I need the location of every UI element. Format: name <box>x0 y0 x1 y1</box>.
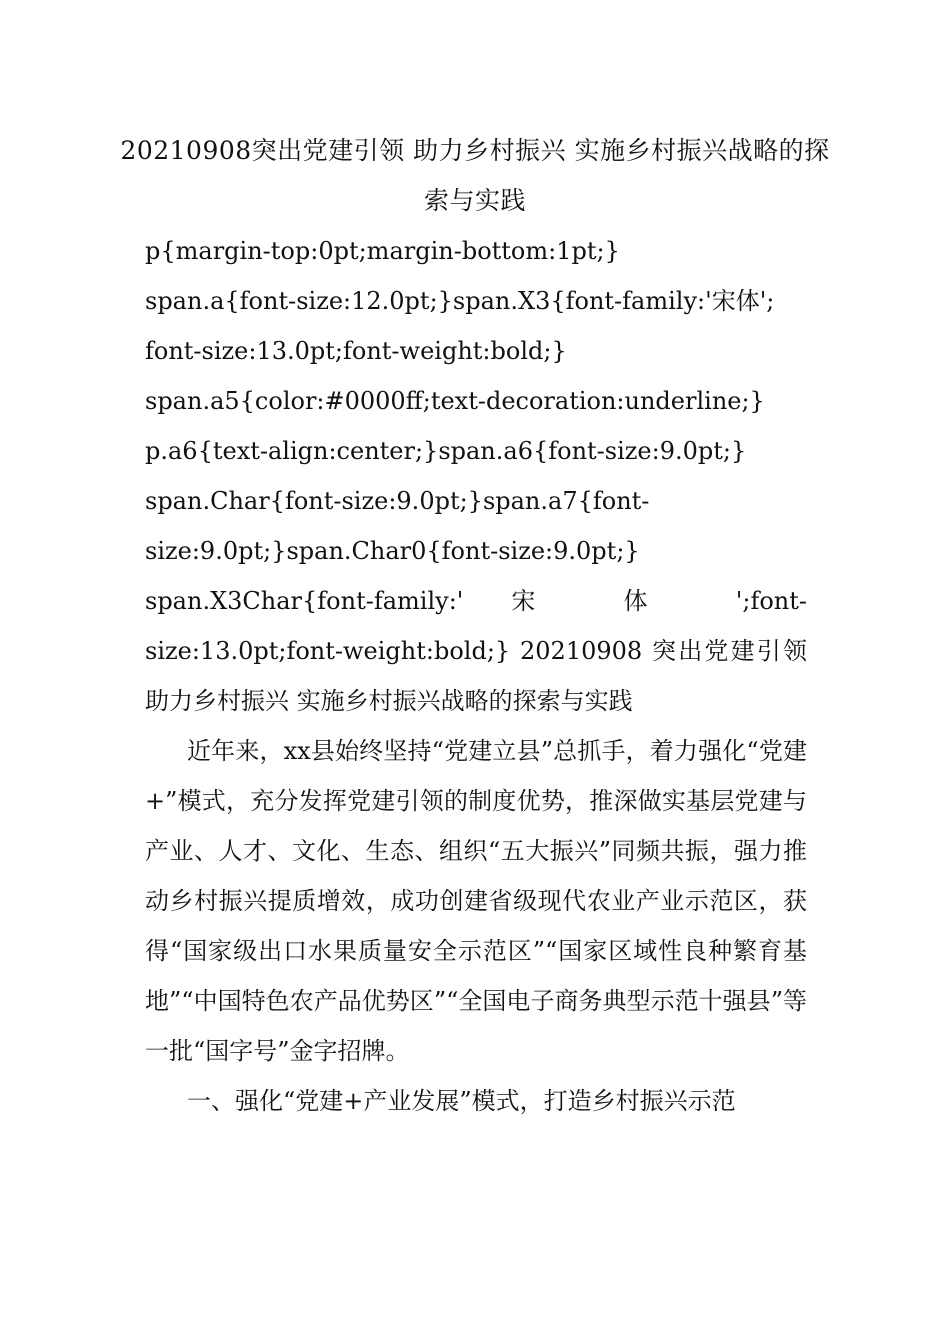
css-tail-and-repeated-title: size:13.0pt;font-weight:bold;} 20210908 突出党建引领 助力乡村振兴 实施乡村振兴战略的探索与实践 <box>145 637 807 715</box>
css-text-line: span.Char{font-size:9.0pt;}span.a7{font- <box>145 487 650 515</box>
css-text-line: p{margin-top:0pt;margin-bottom:1pt;} <box>145 237 620 265</box>
css-text-line: font-size:13.0pt;font-weight:bold;} <box>145 337 567 365</box>
section-heading: 一、强化“党建+产业发展”模式，打造乡村振兴示范 <box>187 1087 736 1115</box>
document-body <box>145 226 807 1126</box>
document-title: 20210908突出党建引领 助力乡村振兴 实施乡村振兴战略的探索与实践 <box>120 136 830 215</box>
intro-paragraph: 近年来，xx县始终坚持“党建立县”总抓手，着力强化“党建+”模式，充分发挥党建引领的制度优势，推深做实基层党建与产业、人才、文化、生态、组织“五大振兴”同频共振，强力推动乡村振兴提质增效，成功创建省级现代农业产业示范区，获得“国家级出口水果质量安全示范区”“国家区域性良种繁育基地”“中国特色农产品优势区”“全国电子商务典型示范十强县”等一批“国字号”金字招牌。 <box>145 737 807 1065</box>
css-text-line: p.a6{text-align:center;}span.a6{font-size:9.0pt;} <box>145 437 747 465</box>
css-text-line: span.a{font-size:12.0pt;}span.X3{font-family:'宋体'; <box>145 287 775 315</box>
css-text-line: span.X3Char{font-family:' 宋 体 ';font- <box>145 587 807 615</box>
css-text-line: span.a5{color:#0000ff;text-decoration:underline;} <box>145 387 765 415</box>
css-text-line: size:9.0pt;}span.Char0{font-size:9.0pt;} <box>145 537 640 565</box>
